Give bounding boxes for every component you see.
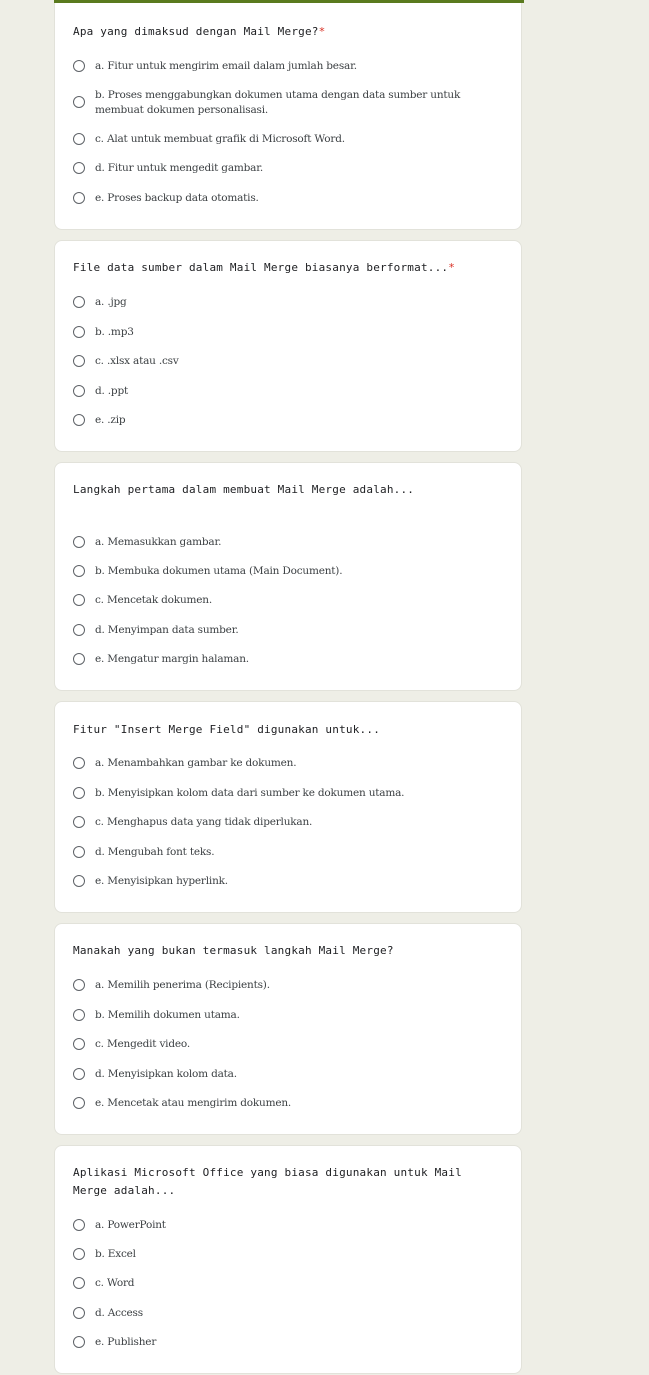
radio-button[interactable] xyxy=(73,816,85,828)
question-text: Apa yang dimaksud dengan Mail Merge? xyxy=(73,25,319,38)
question-title xyxy=(73,23,493,41)
radio-button[interactable] xyxy=(73,787,85,799)
option-label: c. Menghapus data yang tidak diperlukan. xyxy=(95,816,313,828)
radio-button[interactable] xyxy=(73,414,85,426)
option-label: c. Mengedit video. xyxy=(95,1038,190,1050)
option-label: a. Memilih penerima (Recipients). xyxy=(95,979,270,991)
option-c[interactable] xyxy=(73,354,503,369)
option-label: d. Access xyxy=(95,1307,143,1319)
option-label: a. Memasukkan gambar. xyxy=(95,536,222,548)
option-label: e. Publisher xyxy=(95,1336,157,1348)
radio-button[interactable] xyxy=(73,326,85,338)
option-label: e. Mencetak atau mengirim dokumen. xyxy=(95,1097,292,1109)
radio-button[interactable] xyxy=(73,565,85,577)
option-c[interactable] xyxy=(73,1037,503,1052)
option-d[interactable] xyxy=(73,1306,503,1321)
option-d[interactable] xyxy=(73,845,503,860)
option-c[interactable] xyxy=(73,132,503,147)
option-label: c. .xlsx atau .csv xyxy=(95,355,179,367)
option-label: b. Menyisipkan kolom data dari sumber ke dokumen utama. xyxy=(95,787,405,799)
question-text: Fitur "Insert Merge Field" digunakan untuk... xyxy=(73,723,381,736)
option-label: b. Memilih dokumen utama. xyxy=(95,1009,240,1021)
option-e[interactable] xyxy=(73,413,503,428)
radio-button[interactable] xyxy=(73,846,85,858)
question-title xyxy=(73,721,493,739)
option-b[interactable] xyxy=(73,325,503,340)
option-b[interactable] xyxy=(73,88,503,118)
question-card-6 xyxy=(54,1145,522,1374)
radio-button[interactable] xyxy=(73,355,85,367)
question-text: Langkah pertama dalam membuat Mail Merge adalah... xyxy=(73,483,415,496)
radio-button[interactable] xyxy=(73,296,85,308)
question-text: Aplikasi Microsoft Office yang biasa digunakan untuk Mail Merge adalah... xyxy=(73,1166,462,1197)
option-d[interactable] xyxy=(73,161,503,176)
question-card-2 xyxy=(54,240,522,452)
required-asterisk: * xyxy=(318,25,326,38)
option-label: e. Menyisipkan hyperlink. xyxy=(95,875,228,887)
option-label: b. .mp3 xyxy=(95,326,134,338)
option-c[interactable] xyxy=(73,1276,503,1291)
radio-button[interactable] xyxy=(73,653,85,665)
option-label: e. Mengatur margin halaman. xyxy=(95,653,249,665)
option-label: d. Mengubah font teks. xyxy=(95,846,215,858)
radio-button[interactable] xyxy=(73,624,85,636)
option-label: d. Fitur untuk mengedit gambar. xyxy=(95,162,264,174)
radio-button[interactable] xyxy=(73,1248,85,1260)
option-a[interactable] xyxy=(73,535,503,550)
option-b[interactable] xyxy=(73,564,503,579)
option-e[interactable] xyxy=(73,191,503,206)
question-title xyxy=(73,1164,493,1200)
option-label: e. .zip xyxy=(95,414,126,426)
option-label: c. Mencetak dokumen. xyxy=(95,594,212,606)
question-title xyxy=(73,942,493,960)
option-d[interactable] xyxy=(73,623,503,638)
radio-button[interactable] xyxy=(73,133,85,145)
radio-button[interactable] xyxy=(73,875,85,887)
option-a[interactable] xyxy=(73,1218,503,1233)
question-text: File data sumber dalam Mail Merge biasanya berformat... xyxy=(73,261,449,274)
radio-button[interactable] xyxy=(73,192,85,204)
option-d[interactable] xyxy=(73,384,503,399)
option-b[interactable] xyxy=(73,1247,503,1262)
radio-button[interactable] xyxy=(73,1009,85,1021)
option-label: a. PowerPoint xyxy=(95,1219,166,1231)
option-label: d. .ppt xyxy=(95,385,128,397)
option-b[interactable] xyxy=(73,1008,503,1023)
radio-button[interactable] xyxy=(73,1068,85,1080)
question-card-3 xyxy=(54,462,522,691)
radio-button[interactable] xyxy=(73,60,85,72)
radio-button[interactable] xyxy=(73,1219,85,1231)
option-label: a. Menambahkan gambar ke dokumen. xyxy=(95,757,297,769)
option-a[interactable] xyxy=(73,756,503,771)
radio-button[interactable] xyxy=(73,162,85,174)
required-asterisk: * xyxy=(448,261,456,274)
radio-button[interactable] xyxy=(73,96,85,108)
option-c[interactable] xyxy=(73,593,503,608)
question-title xyxy=(73,481,493,499)
radio-button[interactable] xyxy=(73,1038,85,1050)
option-e[interactable] xyxy=(73,1335,503,1350)
option-label: c. Word xyxy=(95,1277,135,1289)
option-label: d. Menyimpan data sumber. xyxy=(95,624,239,636)
option-e[interactable] xyxy=(73,874,503,889)
option-label: e. Proses backup data otomatis. xyxy=(95,192,259,204)
radio-button[interactable] xyxy=(73,1277,85,1289)
radio-button[interactable] xyxy=(73,536,85,548)
option-b[interactable] xyxy=(73,786,503,801)
radio-button[interactable] xyxy=(73,1307,85,1319)
option-label: a. .jpg xyxy=(95,296,127,308)
radio-button[interactable] xyxy=(73,1097,85,1109)
option-label: b. Membuka dokumen utama (Main Document). xyxy=(95,565,343,577)
radio-button[interactable] xyxy=(73,385,85,397)
question-card-1 xyxy=(54,3,522,230)
option-a[interactable] xyxy=(73,978,503,993)
option-d[interactable] xyxy=(73,1067,503,1082)
option-label: c. Alat untuk membuat grafik di Microsoft Word. xyxy=(95,133,345,145)
radio-button[interactable] xyxy=(73,757,85,769)
question-card-4 xyxy=(54,701,522,913)
question-card-5 xyxy=(54,923,522,1135)
option-label: b. Excel xyxy=(95,1248,136,1260)
radio-button[interactable] xyxy=(73,979,85,991)
option-label: d. Menyisipkan kolom data. xyxy=(95,1068,237,1080)
option-label: a. Fitur untuk mengirim email dalam jumlah besar. xyxy=(95,60,357,72)
question-text: Manakah yang bukan termasuk langkah Mail Merge? xyxy=(73,944,394,957)
option-a[interactable] xyxy=(73,59,503,74)
option-e[interactable] xyxy=(73,1096,503,1111)
question-title xyxy=(73,259,493,277)
option-c[interactable] xyxy=(73,815,503,830)
radio-button[interactable] xyxy=(73,594,85,606)
radio-button[interactable] xyxy=(73,1336,85,1348)
option-a[interactable] xyxy=(73,295,503,310)
option-e[interactable] xyxy=(73,652,503,667)
option-label: b. Proses menggabungkan dokumen utama dengan data sumber untuk membuat dokumen personalisasi. xyxy=(95,89,461,116)
